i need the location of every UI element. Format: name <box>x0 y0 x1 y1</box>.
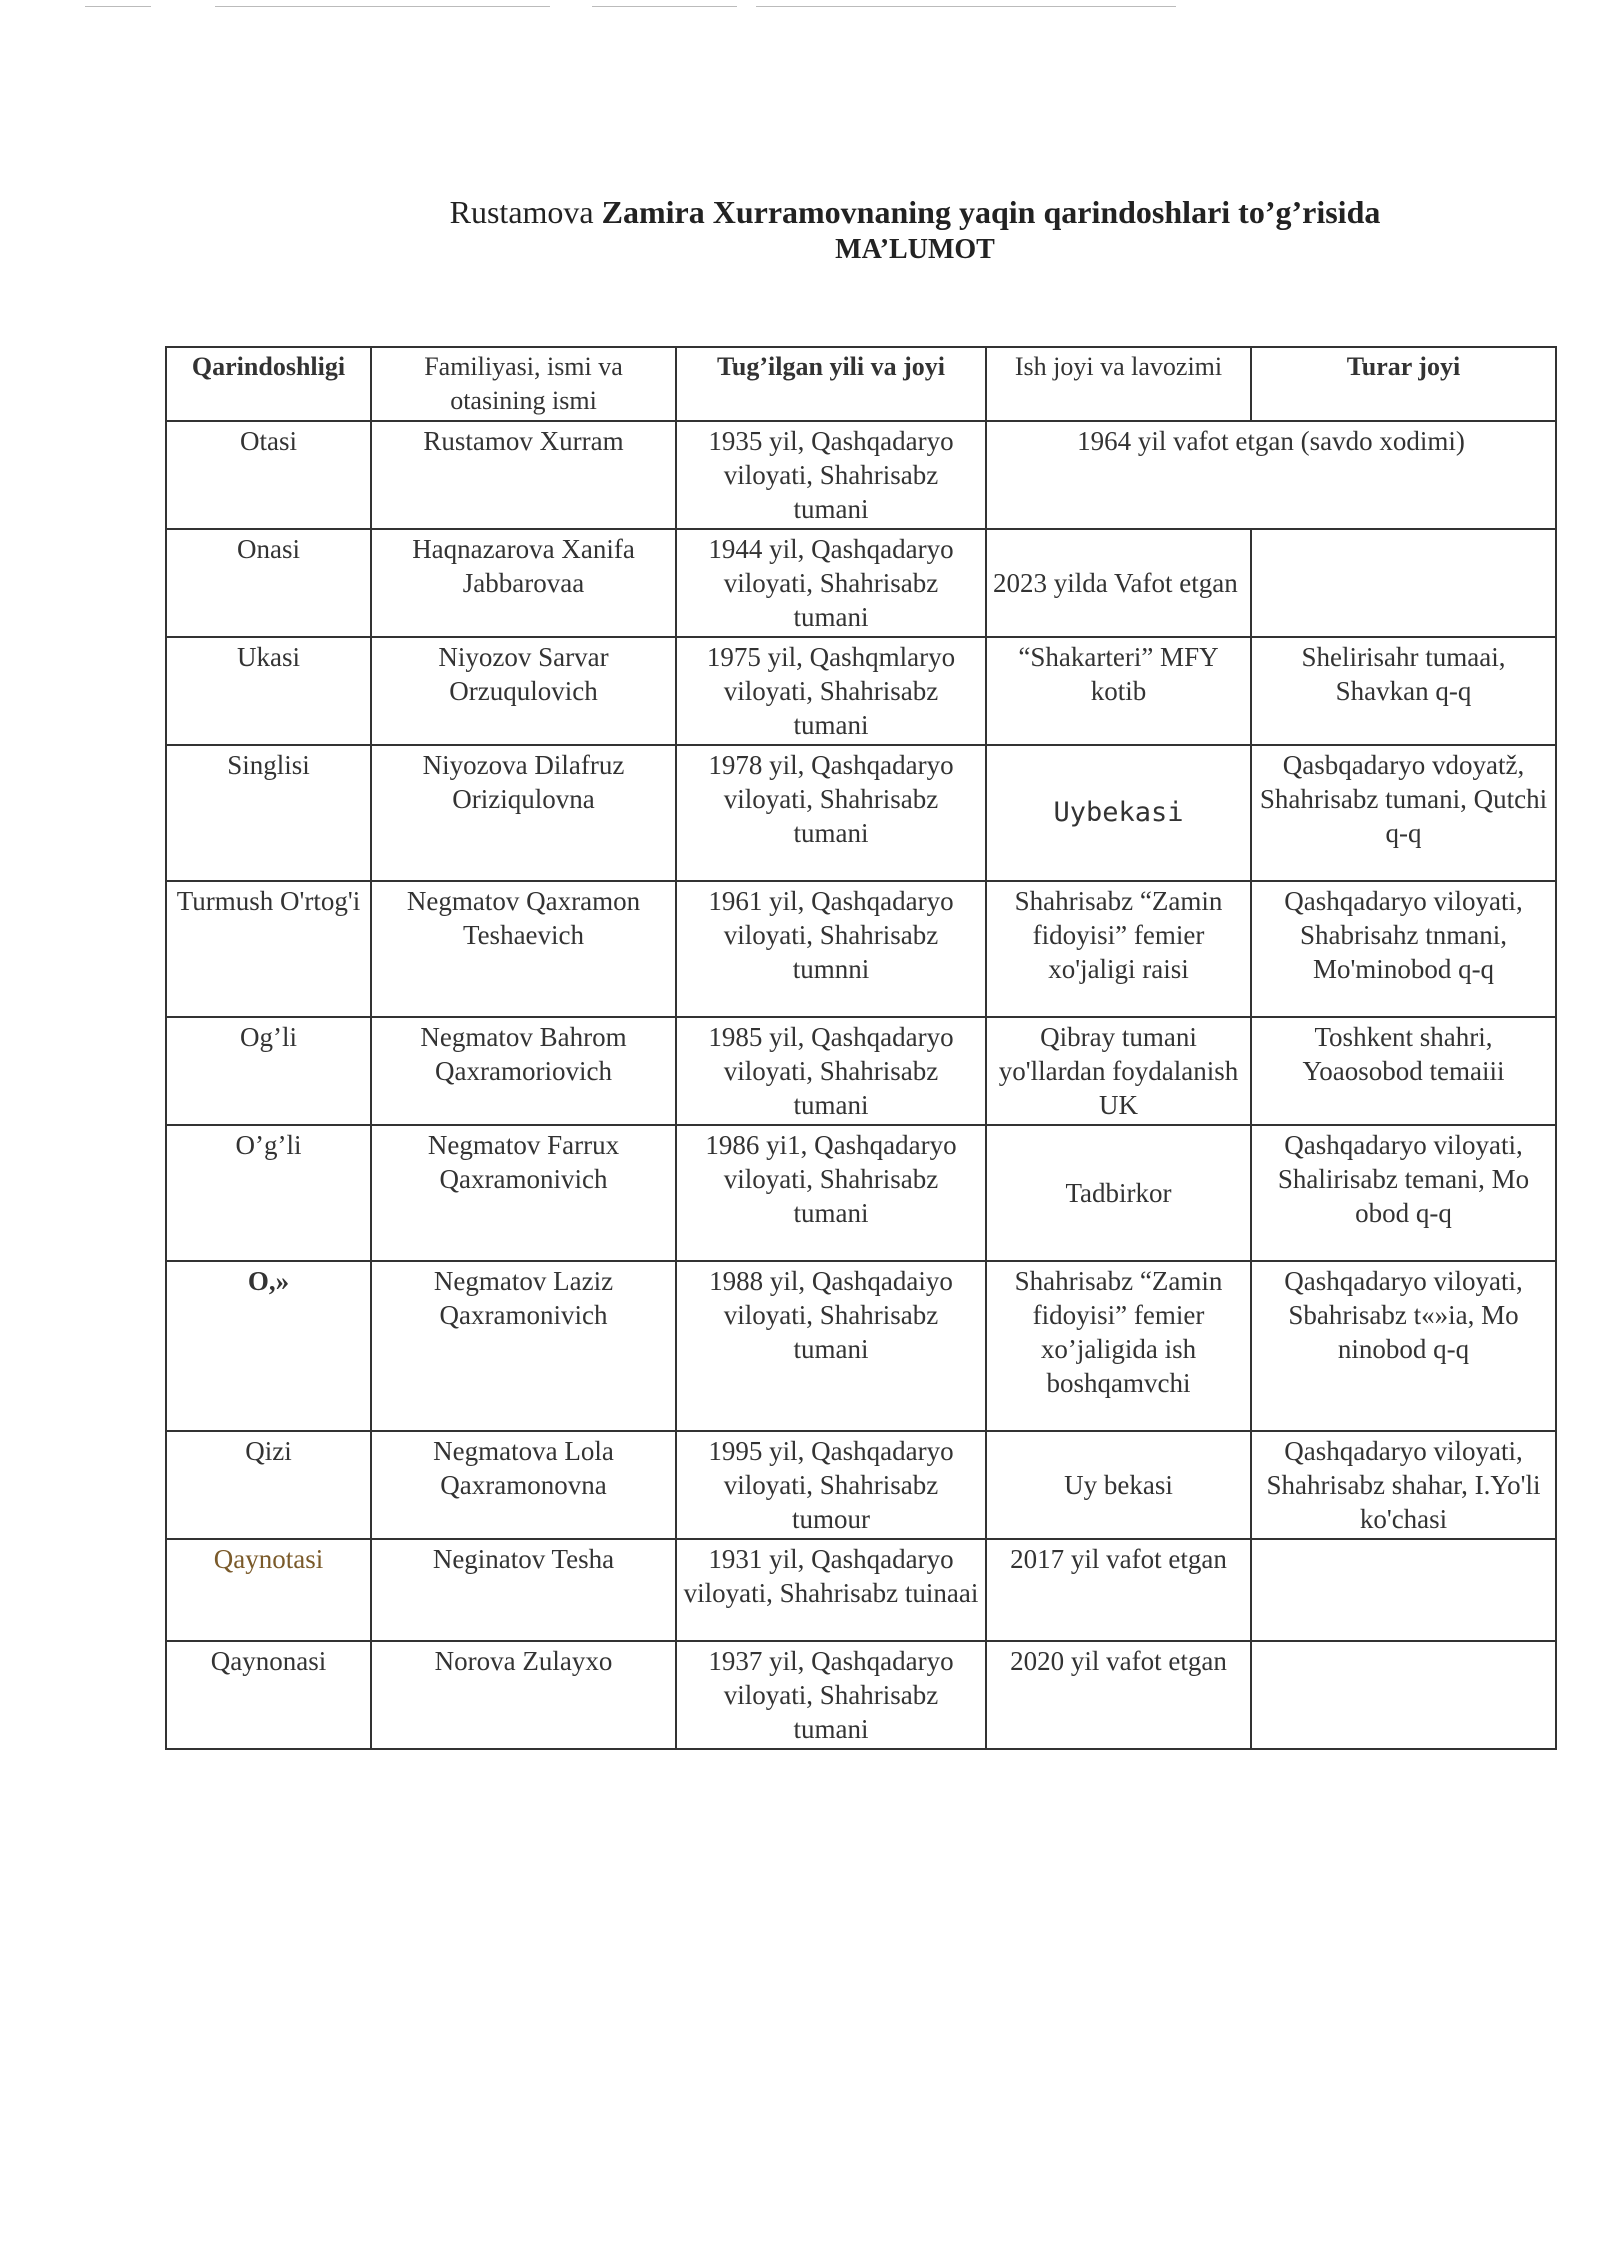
cell-name: Rustamov Xurram <box>371 421 676 529</box>
cell-name: Negmatov Farrux Qaxramonivich <box>371 1125 676 1261</box>
cell-birth: 1935 yil, Qashqadaryo viloyati, Shahrisabz tumani <box>676 421 986 529</box>
cell-residence: Qashqadaryo viloyati, Shahrisabz shahar, I.Yo'li ko'chasi <box>1251 1431 1556 1539</box>
cell-birth: 1961 yil, Qashqadaryo viloyati, Shahrisabz tumnni <box>676 881 986 1017</box>
cell-work: Tadbirkor <box>986 1125 1251 1261</box>
top-rule <box>215 6 550 7</box>
cell-name: Neginatov Tesha <box>371 1539 676 1641</box>
cell-relation: Qaynotasi <box>166 1539 371 1641</box>
cell-residence: Qasbqadaryo vdoyatž, Shahrisabz tumani, Qutchi q-q <box>1251 745 1556 881</box>
cell-birth: 1986 yi1, Qashqadaryo viloyati, Shahrisabz tumani <box>676 1125 986 1261</box>
cell-relation: Otasi <box>166 421 371 529</box>
cell-relation: Qizi <box>166 1431 371 1539</box>
table-header-row <box>166 347 1556 421</box>
cell-birth: 1995 yil, Qashqadaryo viloyati, Shahrisabz tumour <box>676 1431 986 1539</box>
table-row <box>166 1539 1556 1641</box>
title-main: Zamira Xurramovnaning yaqin qarindoshlari to’g’risida <box>601 194 1381 230</box>
cell-work: 2020 yil vafot etgan <box>986 1641 1251 1749</box>
table-row <box>166 1261 1556 1431</box>
cell-work: Shahrisabz “Zamin fidoyisi” femier xo'jaligi raisi <box>986 881 1251 1017</box>
cell-work: Uy bekasi <box>986 1431 1251 1539</box>
table-row <box>166 1641 1556 1749</box>
top-rule <box>756 6 1176 7</box>
cell-birth: 1931 yil, Qashqadaryo viloyati, Shahrisabz tuinaai <box>676 1539 986 1641</box>
table-row <box>166 1431 1556 1539</box>
cell-relation: O’g’li <box>166 1125 371 1261</box>
cell-name: Niyozova Dilafruz Oriziqulovna <box>371 745 676 881</box>
cell-residence: Qashqadaryo viloyati, Sbahrisabz t«»ia, Mo ninobod q-q <box>1251 1261 1556 1431</box>
cell-work: Uybekasi <box>986 745 1251 881</box>
document-title <box>0 192 1600 232</box>
cell-work: 2017 yil vafot etgan <box>986 1539 1251 1641</box>
cell-name: Norova Zulayxo <box>371 1641 676 1749</box>
cell-name: Haqnazarova Xanifa Jabbarovaa <box>371 529 676 637</box>
cell-birth: 1978 yil, Qashqadaryo viloyati, Shahrisabz tumani <box>676 745 986 881</box>
cell-name: Negmatova Lola Qaxramonovna <box>371 1431 676 1539</box>
cell-birth: 1985 yil, Qashqadaryo viloyati, Shahrisabz tumani <box>676 1017 986 1125</box>
relatives-table <box>165 346 1557 1750</box>
cell-relation: O,» <box>166 1261 371 1431</box>
table-row <box>166 529 1556 637</box>
cell-birth: 1975 yil, Qashqmlaryo viloyati, Shahrisabz tumani <box>676 637 986 745</box>
cell-work: Shahrisabz “Zamin fidoyisi” femier xo’jaligida ish boshqamvchi <box>986 1261 1251 1431</box>
document-subtitle: MA’LUMOT <box>835 234 995 265</box>
table-row <box>166 1125 1556 1261</box>
cell-relation: Singlisi <box>166 745 371 881</box>
cell-birth: 1937 yil, Qashqadaryo viloyati, Shahrisabz tumani <box>676 1641 986 1749</box>
title-prefix: Rustamova <box>449 194 594 230</box>
cell-birth: 1988 yil, Qashqadaiyo viloyati, Shahrisabz tumani <box>676 1261 986 1431</box>
cell-name: Negmatov Bahrom Qaxramoriovich <box>371 1017 676 1125</box>
cell-residence <box>1251 1539 1556 1641</box>
cell-relation: Onasi <box>166 529 371 637</box>
cell-name: Niyozov Sarvar Orzuqulovich <box>371 637 676 745</box>
header-residence: Turar joyi <box>1251 347 1556 421</box>
cell-work: 2023 yilda Vafot etgan <box>986 529 1251 637</box>
cell-relation: Ukasi <box>166 637 371 745</box>
cell-residence: Toshkent shahri, Yoaosobod temaiii <box>1251 1017 1556 1125</box>
cell-relation: Turmush O'rtog'i <box>166 881 371 1017</box>
header-work: Ish joyi va lavozimi <box>986 347 1251 421</box>
table-row <box>166 1017 1556 1125</box>
header-name: Familiyasi, ismi va otasining ismi <box>371 347 676 421</box>
header-relation: Qarindoshligi <box>166 347 371 421</box>
cell-residence: Qashqadaryo viloyati, Shalirisabz temani, Mo obod q-q <box>1251 1125 1556 1261</box>
header-birth: Tug’ilgan yili va joyi <box>676 347 986 421</box>
cell-residence: Shelirisahr tumaai, Shavkan q-q <box>1251 637 1556 745</box>
cell-relation: Og’li <box>166 1017 371 1125</box>
cell-work: Qibray tumani yo'llardan foydalanish UK <box>986 1017 1251 1125</box>
table-row <box>166 637 1556 745</box>
cell-work: “Shakarteri” MFY kotib <box>986 637 1251 745</box>
cell-name: Negmatov Qaxramon Teshaevich <box>371 881 676 1017</box>
top-rule <box>592 6 737 7</box>
cell-work: 1964 yil vafot etgan (savdo xodimi) <box>986 421 1556 529</box>
cell-residence: Qashqadaryo viloyati, Shabrisahz tnmani, Mo'minobod q-q <box>1251 881 1556 1017</box>
cell-name: Negmatov Laziz Qaxramonivich <box>371 1261 676 1431</box>
cell-birth: 1944 yil, Qashqadaryo viloyati, Shahrisabz tumani <box>676 529 986 637</box>
table-row <box>166 881 1556 1017</box>
table-row <box>166 421 1556 529</box>
table-row <box>166 745 1556 881</box>
cell-residence <box>1251 1641 1556 1749</box>
cell-relation: Qaynonasi <box>166 1641 371 1749</box>
cell-residence <box>1251 529 1556 637</box>
top-rule <box>85 6 151 7</box>
